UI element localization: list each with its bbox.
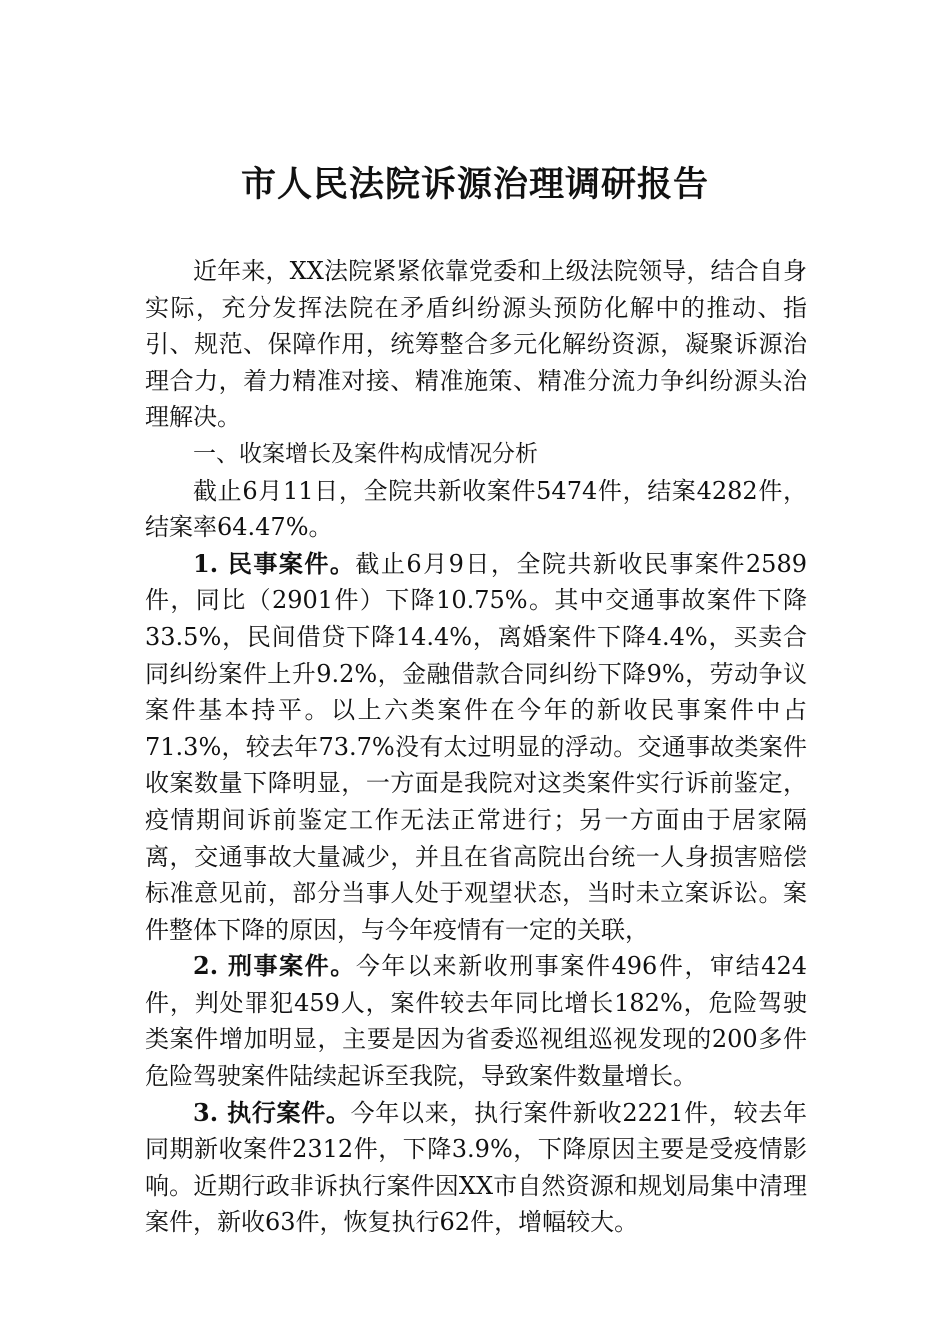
execution-cases-paragraph (145, 1095, 807, 1241)
intro-paragraph: 近年来，XX法院紧紧依靠党委和上级法院领导，结合自身实际，充分发挥法院在矛盾纠纷源头预防化解中的推动、指引、规范、保障作用，统筹整合多元化解纷资源，凝聚诉源治理合力，着力精准对接、精准施策、精准分流力争纠纷源头治理解决。 (145, 257, 807, 432)
document-title: 市人民法院诉源治理调研报告 (240, 164, 709, 205)
execution-cases-text: 今年以来，执行案件新收2221件，较去年同期新收案件2312件，下降3.9%，下降原因主要是受疫情影响。近期行政非诉执行案件因XX市自然资源和规划局集中清理案件，新收63件，恢复执行62件，增幅较大。 (145, 1098, 807, 1237)
document-body (145, 253, 807, 1241)
criminal-cases-paragraph (145, 948, 807, 1094)
execution-cases-lead: 3. 执行案件。 (193, 1097, 351, 1127)
criminal-cases-text: 今年以来新收刑事案件496件，审结424件，判处罪犯459人，案件较去年同比增长182%，危险驾驶类案件增加明显，主要是因为省委巡视组巡视发现的200多件危险驾驶案件陆续起诉至我院，导致案件数量增长。 (145, 952, 807, 1091)
criminal-cases-lead: 2. 刑事案件。 (193, 951, 356, 981)
section-heading: 一、收案增长及案件构成情况分析 (193, 440, 538, 467)
civil-cases-text: 截止6月9日，全院共新收民事案件2589件，同比（2901件）下降10.75%。其中交通事故案件下降33.5%，民间借贷下降14.4%，离婚案件下降4.4%，买卖合同纠纷案件上升9.2%，金融借款合同纠纷下降9%，劳动争议案件基本持平。以上六类案件在今年的新收民事案件中占71.3%，较去年73.7%没有太过明显的浮动。交通事故类案件收案数量下降明显，一方面是我院对这类案件实行诉前鉴定，疫情期间诉前鉴定工作无法正常进行；另一方面由于居家隔离，交通事故大量减少，并且在省高院出台统一人身损害赔偿标准意见前，部分当事人处于观望状态，当时未立案诉讼。案件整体下降的原因，与今年疫情有一定的关联， (145, 549, 807, 944)
civil-cases-paragraph (145, 546, 807, 949)
summary-paragraph: 截止6月11日，全院共新收案件5474件，结案4282件，结案率64.47%。 (145, 476, 807, 542)
civil-cases-lead: 1. 民事案件。 (193, 548, 356, 578)
